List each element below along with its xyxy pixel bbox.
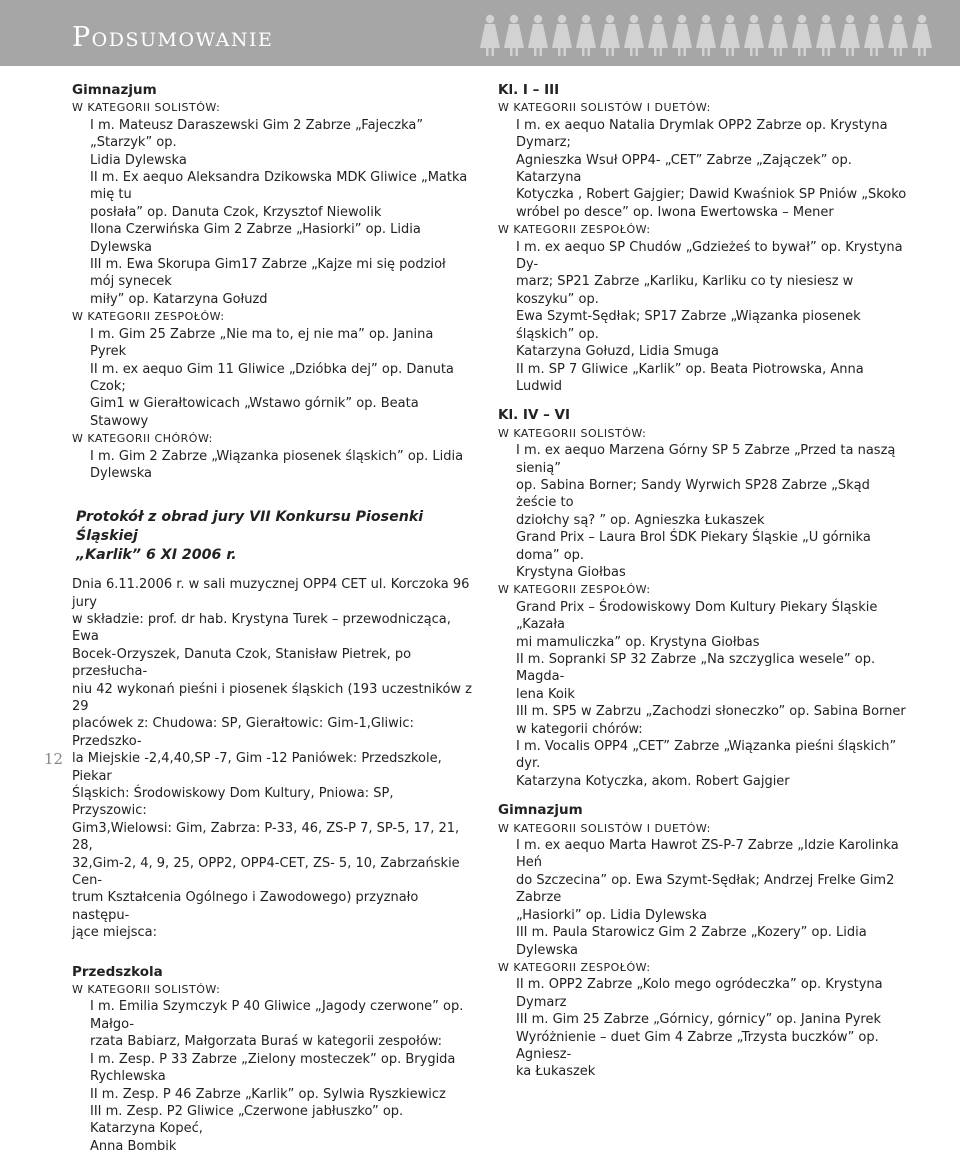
left-column [72, 82, 472, 1155]
result-line: ka Łukaszek [516, 1064, 596, 1080]
result-line: I m. ex aequo Natalia Drymlak OPP2 Zabrze op. Krystyna Dymarz; [516, 117, 888, 151]
page-number: 12 [44, 750, 64, 768]
result-line: III m. Ewa Skorupa Gim17 Zabrze „Kajze mi się podzioł mój synecek [90, 257, 446, 290]
body-line: Śląskich: Środowiskowy Dom Kultury, Pniowa: SP, Przyszowic: [72, 786, 394, 819]
body-line: Gim3,Wielowsi: Gim, Zabrza: P-33, 46, ZS-P 7, SP-5, 17, 21, 28, [72, 820, 460, 854]
body-line: placówek z: Chudowa: SP, Gierałtowic: Gim-1,Gliwic: Przedszko- [72, 716, 414, 749]
category-soloists: W KATEGORII SOLISTÓW: [72, 983, 221, 997]
folk-figures-icon [480, 12, 950, 58]
category-ensembles: W KATEGORII ZESPOŁÓW: [72, 310, 225, 324]
result-line: I m. ex aequo Marta Hawrot ZS-P-7 Zabrze „Idzie Karolinka Heń [516, 838, 899, 871]
result-line: Ewa Szymt-Sędłak; SP17 Zabrze „Wiązanka piosenek śląskich” op. [516, 309, 861, 342]
body-line: la Miejskie -2,4,40,SP -7, Gim -12 Paniówek: Przedszkole, Piekar [72, 751, 442, 784]
result-line: I m. Gim 25 Zabrze „Nie ma to, ej nie ma” op. Janina Pyrek [90, 326, 434, 360]
section-przedszkola-title: Przedszkola [72, 963, 163, 980]
result-line: Lidia Dylewska [90, 152, 187, 168]
section-kl46-title: Kl. IV – VI [498, 407, 571, 424]
category-ensembles: W KATEGORII ZESPOŁÓW: [498, 223, 651, 237]
result-line: Ilona Czerwińska Gim 2 Zabrze „Hasiorki” op. Lidia Dylewska [90, 222, 421, 255]
body-line: w składzie: prof. dr hab. Krystyna Turek – przewodnicząca, Ewa [72, 611, 451, 645]
category-soloists-duets: W KATEGORII SOLISTÓW I DUETÓW: [498, 821, 711, 835]
result-line: posłała” op. Danuta Czok, Krzysztof Niewolik [90, 204, 382, 220]
category-soloists: W KATEGORII SOLISTÓW: [72, 101, 221, 115]
section-gimnazjum-title: Gimnazjum [72, 82, 157, 98]
result-line: II m. Sopranki SP 32 Zabrze „Na szczyglica wesele” op. Magda- [516, 652, 876, 685]
result-line: Grand Prix – Środowiskowy Dom Kultury Piekary Śląskie „Kazała [516, 599, 878, 633]
result-line: III m. SP5 w Zabrzu „Zachodzi słoneczko” op. Sabina Borner [516, 704, 906, 720]
result-line: Katarzyna Kotyczka, akom. Robert Gajgier [516, 773, 790, 789]
result-line: II m. ex aequo Gim 11 Gliwice „Dzióbka dej” op. Danuta Czok; [90, 361, 454, 394]
result-line: Grand Prix – Laura Brol ŚDK Piekary Śląskie „U górnika doma” op. [516, 530, 871, 563]
result-line: II m. Ex aequo Aleksandra Dzikowska MDK Gliwice „Matka mię tu [90, 170, 468, 203]
result-line: mi mamuliczka” op. Krystyna Giołbas [516, 634, 760, 650]
page-header [0, 0, 960, 66]
result-line: miły” op. Katarzyna Gołuzd [90, 291, 268, 307]
result-line: Gim1 w Gierałtowicach „Wstawo górnik” op. Beata Stawowy [90, 396, 419, 429]
result-line: II m. SP 7 Gliwice „Karlik” op. Beata Piotrowska, Anna Ludwid [516, 361, 864, 394]
category-ensembles: W KATEGORII ZESPOŁÓW: [498, 960, 651, 974]
result-line: op. Sabina Borner; Sandy Wyrwich SP28 Zabrze „Skąd żeście to [516, 477, 870, 511]
body-line: Dnia 6.11.2006 r. w sali muzycznej OPP4 CET ul. Korczoka 96 jury [72, 577, 470, 610]
result-line: Kotyczka , Robert Gajgier; Dawid Kwaśniok SP Pniów „Skoko [516, 187, 907, 203]
body-line: niu 42 wykonań pieśni i piosenek śląskich (193 uczestników z 29 [72, 681, 473, 714]
page-title: Podsumowanie [72, 22, 274, 53]
result-line: do Szczecina” op. Ewa Szymt-Sędłak; Andrzej Frelke Gim2 Zabrze [516, 872, 895, 906]
result-line: marz; SP21 Zabrze „Karliku, Karliku co ty niesiesz w koszyku” op. [516, 274, 854, 307]
result-line: dziołchy są? ” op. Agnieszka Łukaszek [516, 512, 765, 528]
result-line: III m. Gim 25 Zabrze „Górnicy, górnicy” op. Janina Pyrek [516, 1012, 881, 1028]
protocol-heading: „Karlik” 6 XI 2006 r. [76, 546, 237, 563]
category-soloists: W KATEGORII SOLISTÓW: [498, 426, 647, 440]
category-ensembles: W KATEGORII ZESPOŁÓW: [498, 583, 651, 597]
category-soloists-duets: W KATEGORII SOLISTÓW I DUETÓW: [498, 101, 711, 115]
section-kl13-title: Kl. I – III [498, 82, 560, 98]
result-line: I m. ex aequo SP Chudów „Gdzieżeś to bywał” op. Krystyna Dy- [516, 239, 903, 273]
result-line: I m. Emilia Szymczyk P 40 Gliwice „Jagody czerwone” op. Małgo- [90, 999, 464, 1032]
result-line: I m. Gim 2 Zabrze „Wiązanka piosenek śląskich” op. Lidia Dylewska [90, 448, 464, 481]
body-line: jące miejsca: [72, 925, 158, 941]
result-line: I m. Zesp. P 33 Zabrze „Zielony mosteczek” op. Brygida Rychlewska [90, 1051, 456, 1085]
body-line: trum Kształcenia Ogólnego i Zawodowego) przyznało następu- [72, 890, 419, 923]
result-line: w kategorii chórów: [516, 721, 643, 737]
result-line: II m. Zesp. P 46 Zabrze „Karlik” op. Sylwia Ryszkiewicz [90, 1086, 446, 1102]
result-line: I m. ex aequo Marzena Górny SP 5 Zabrze „Przed ta naszą sienią” [516, 443, 896, 476]
result-line: I m. Vocalis OPP4 „CET” Zabrze „Wiązanka pieśni śląskich” dyr. [516, 739, 897, 772]
result-line: Krystyna Giołbas [516, 564, 626, 580]
result-line: Katarzyna Gołuzd, Lidia Smuga [516, 344, 720, 360]
result-line: Anna Bombik [90, 1138, 177, 1154]
result-line: rzata Babiarz, Małgorzata Buraś w kategorii zespołów: [90, 1034, 443, 1050]
category-choirs: W KATEGORII CHÓRÓW: [72, 432, 213, 446]
result-line: II m. OPP2 Zabrze „Kolo mego ogródeczka” op. Krystyna Dymarz [516, 977, 883, 1010]
body-line: 32,Gim-2, 4, 9, 25, OPP2, OPP4-CET, ZS- 5, 10, Zabrzańskie Cen- [72, 855, 460, 889]
section-gimnazjum-title: Gimnazjum [498, 802, 583, 819]
result-line: lena Koik [516, 686, 575, 702]
result-line: I m. Mateusz Daraszewski Gim 2 Zabrze „Fajeczka” „Starzyk” op. [90, 117, 424, 151]
right-column [498, 82, 908, 1081]
result-line: Agnieszka Wsuł OPP4- „CET” Zabrze „Zajączek” op. Katarzyna [516, 152, 852, 186]
protocol-heading: Protokół z obrad jury VII Konkursu Piosenki Śląskiej [76, 509, 424, 544]
result-line: Wyróżnienie – duet Gim 4 Zabrze „Trzysta buczków” op. Agniesz- [516, 1029, 879, 1062]
result-line: „Hasiorki” op. Lidia Dylewska [516, 907, 707, 923]
body-line: Bocek-Orzyszek, Danuta Czok, Stanisław Pietrek, po przesłucha- [72, 646, 412, 680]
result-line: III m. Paula Starowicz Gim 2 Zabrze „Kozery” op. Lidia Dylewska [516, 925, 867, 958]
result-line: III m. Zesp. P2 Gliwice „Czerwone jabłuszko” op. Katarzyna Kopeć, [90, 1103, 404, 1137]
result-line: wróbel po desce” op. Iwona Ewertowska – Mener [516, 204, 834, 220]
